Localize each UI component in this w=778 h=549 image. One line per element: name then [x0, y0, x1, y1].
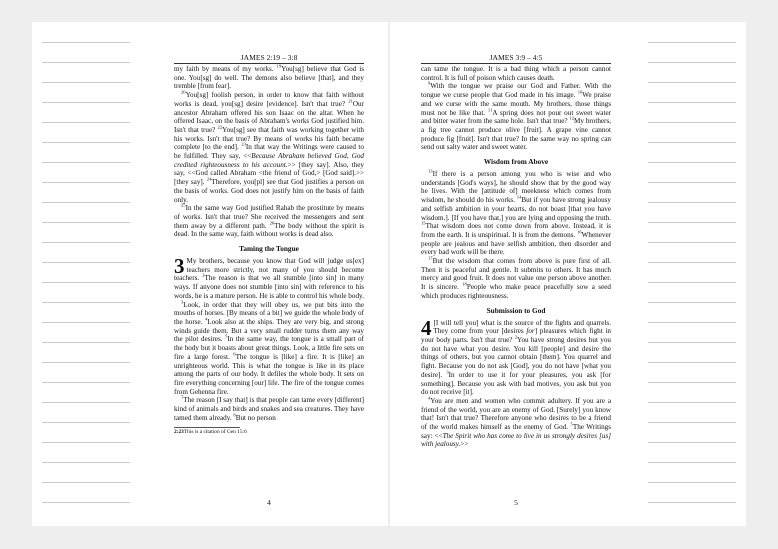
paragraph: can tame the tongue. It is a bad thing which a person cannot control. It is full of poison which causes death. [421, 65, 611, 82]
section-heading: Submission to God [486, 305, 546, 315]
paragraph: $^7$The reason [I say that] is that people can tame every [different] kind of animals and birds and snakes and sea creatures. They have tamed them already. $^8$But no person [174, 394, 364, 422]
left-page-number: 4 [267, 498, 271, 507]
chapter-number: 3 [174, 254, 185, 279]
paragraph: $^{13}$If there is a person among you who is wise and who understands [God's ways], he should show that by the good way he lives. With the [attitude of] meekness which comes from wisdom, he should do his works. $^{14}$But if you have strong jealousy and selfish ambition in your hearts, do not boast [that you have wisdom.]. [If you have that,] you are lying and opposing the truth. $^{15}$That wisdom does not come down from above. Instead, it is from the earth. It is unspiritual. It is from the demons. $^{16}$Whenever people are jealous and have selfish ambition, then disorder and every bad work will be there. [421, 168, 611, 257]
left-running-header: JAMES 2:19 – 3:8 [174, 53, 364, 64]
right-text-column [421, 53, 611, 449]
paragraph: my faith by means of my works. $^{19}$You[sg] believe that God is one. You[sg] do well. The demons also believe [that], and they tremble [from fear]. [174, 63, 364, 91]
left-margin-note-lines [32, 22, 140, 526]
paragraph-text: [I will tell you] what is the source of the fights and quarrels. They come from your [desires for] pleasures which fight in your body parts. Isn't that true? $^2$You have strong desires but you do not have what you desire. You kill [people] and desire the things of others, but you cannot obtain [them]. You quarrel and fight. Because you do not ask [God], you do not have [what you desire]. $^3$In order to use it for your pleasures, you ask [for something]. Because you ask with bad motives, you ask but you do not receive [it]. [421, 318, 612, 397]
footnote-ref: 2:23 [174, 429, 184, 436]
paragraph-text: My brothers, because you know that God will judge us[ex] teachers more strictly, not many of you should become teachers. $^2$The reason is that we all stumble [into sin] in many ways. If anyone does not stumble [into sin] with reference to his words, he is a mature person. He is able to control his whole body. [174, 257, 364, 300]
right-page-number: 5 [514, 498, 518, 507]
footnote [174, 429, 364, 436]
left-text-column [174, 53, 364, 436]
paragraph: $^{17}$But the wisdom that comes from above is pure first of all. Then it is peaceful and gentle. It submits to others. It has much mercy and good fruit. It does not value one person above another. It is sincere. $^{18}$People who make peace peacefully sow a seed which produces righteousness. [421, 255, 611, 300]
footnote-text: This is a citation of Gen 15:6 [183, 429, 247, 436]
right-body-text [421, 65, 611, 449]
paragraph: $^4$You are men and women who commit adultery. If you are a friend of the world, you are an enemy of God. [Surely] you know that! Isn't that true? Therefore anyone who desires to be a friend of the world makes himself as the enemy of God. $^5$The Writings say: <<The Spirit who has come to live in us strongly desires [us] with jealousy.>> [421, 395, 611, 449]
right-margin-note-lines [638, 22, 746, 526]
paragraph: $^{20}$You[sg] foolish person, in order to know that faith without works is dead, you[sg] desire [evidence]. Isn't that true? $^{21}$Our ancestor Abraham offered his son Isaac on the altar. When he offered Isaac, on the basis of Abraham's works God justified him. Isn't that true? $^{22}$You[sg] see that faith was working together with his works. Isn't that true? By means of works his faith became complete [to the end]. $^{23}$In that way the Writings were caused to be fulfilled. They say, <<Because Abraham believed God, God credited righteousness to his account.>> [they say]. Also, they say, <<God called Abraham <the friend of God,> [God said].>> [they say]. $^{24}$Therefore, you[pl] see that God justifies a person on the basis of works. God does not justify him on the basis of faith only. [174, 89, 364, 204]
paragraph: $^9$With the tongue we praise our God and Father. With the tongue we curse people that God made in his image. $^{10}$We praise and we curse with the same mouth. My brothers, those things must not be like that. $^{11}$A spring does not pour out sweet water and bitter water from the same hole. Isn't that true? $^{12}$My brothers, a fig tree cannot produce olive [fruit]. A grape vine cannot produce fig [fruit]. Isn't that true? In the same way no spring can send out salty water and sweet water. [421, 81, 612, 152]
chapter-paragraph [174, 254, 364, 301]
paragraph: $^3$Look, in order that they will obey us, we put bits into the mouths of horses. [By means of a bit] we guide the whole body of the horse. $^4$Look also at the ships. They are very big, and strong winds guide them. But a very small rudder turns them any way the pilot desires. $^5$In the same way, the tongue is a small part of the body but it boasts about great things. Look, a little fire sets on fire a large forest. $^6$The tongue is [like] a fire. It is [like] an unrighteous world. This is what the tongue is like in its place among the parts of our body. It defiles the whole body. It sets on fire everything concerning [our] life. The fire of the tongue comes from Gehenna fire. [174, 299, 365, 396]
right-running-header: JAMES 3:9 – 4:5 [421, 53, 611, 64]
paragraph: $^{25}$In the same way God justified Rahab the prostitute by means of works. Isn't that true? She received the messengers and sent them away by a different path. $^{26}$The body without the spirit is dead. In the same way, faith without works is dead also. [174, 202, 364, 239]
left-page [32, 22, 388, 526]
left-body-text [174, 65, 364, 422]
chapter-number: 4 [421, 315, 432, 340]
chapter-paragraph [421, 315, 612, 397]
section-heading: Wisdom from Above [483, 157, 549, 167]
right-page [390, 22, 746, 526]
section-heading: Taming the Tongue [239, 244, 299, 254]
